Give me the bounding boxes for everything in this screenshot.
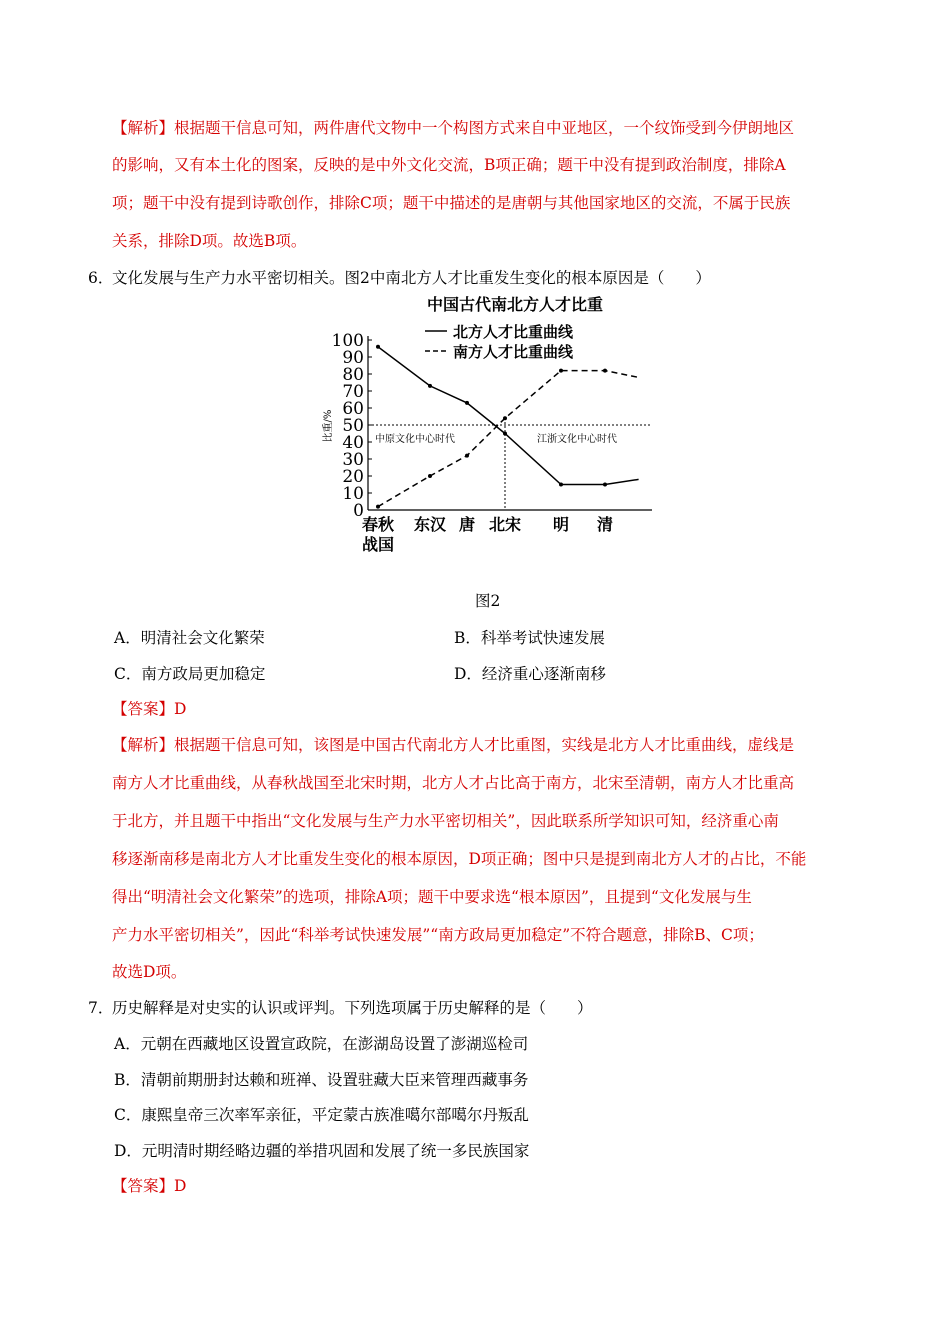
south-point: [559, 369, 563, 373]
y-tick-label: 30: [342, 450, 364, 470]
north-point: [376, 345, 380, 349]
q7-option-b[interactable]: B．清朝前期册封达赖和班禅、设置驻藏大臣来管理西藏事务: [114, 1071, 529, 1089]
south-point: [428, 474, 432, 478]
y-tick-label: 20: [342, 467, 364, 487]
analysis-q6-line-3: 于北方，并且题干中指出“文化发展与生产力水平密切相关”，因此联系所学知识可知，经济重心南: [112, 812, 779, 830]
chart-legend: [425, 323, 574, 361]
analysis-q6-line-6: 产力水平密切相关”，因此“科举考试快速发展”“南方政局更加稳定”不符合题意，排除B、C项；: [112, 926, 764, 944]
figure-caption: 图2: [475, 592, 501, 610]
analysis-q5-line-1: 【解析】根据题干信息可知，两件唐代文物中一个构图方式来自中亚地区，一个纹饰受到今伊朗地区: [112, 119, 795, 137]
q6-number: 6．: [88, 269, 114, 287]
x-tick-label: 明: [552, 515, 570, 534]
chart-title: 中国古代南北方人才比重: [426, 295, 604, 314]
south-point: [503, 416, 507, 420]
south-point: [465, 454, 469, 458]
y-tick-label: 40: [342, 433, 364, 453]
legend-north: 北方人才比重曲线: [453, 323, 574, 341]
y-tick-label: 100: [331, 331, 364, 351]
north-point: [428, 384, 432, 388]
analysis-q6-line-1: 【解析】根据题干信息可知，该图是中国古代南北方人才比重图，实线是北方人才比重曲线，虚线是: [112, 736, 795, 754]
analysis-q6-line-5: 得出“明清社会文化繁荣”的选项，排除A项；题干中要求选“根本原因”，且提到“文化发展与生: [112, 888, 752, 906]
q6-option-d[interactable]: D．经济重心逐渐南移: [454, 665, 606, 683]
y-axis-label: 比重/%: [323, 409, 334, 443]
analysis-q5-line-4: 关系，排除D项。故选B项。: [112, 232, 307, 250]
south-point: [376, 505, 380, 509]
analysis-q6-line-4: 移逐渐南移是南北方人才比重发生变化的根本原因，D项正确；图中只是提到南北方人才的占比，不能: [112, 850, 807, 868]
q7-answer: 【答案】D: [112, 1177, 187, 1195]
q7-option-d[interactable]: D．元明清时期经略边疆的举措巩固和发展了统一多民族国家: [114, 1142, 530, 1160]
north-point: [559, 483, 563, 487]
north-point: [503, 432, 507, 436]
q6-option-a[interactable]: A．明清社会文化繁荣: [114, 629, 265, 647]
q7-option-a[interactable]: A．元朝在西藏地区设置宣政院，在澎湖岛设置了澎湖巡检司: [114, 1035, 529, 1053]
y-tick-label: 90: [342, 348, 364, 368]
y-tick-label: 50: [342, 416, 364, 436]
x-tick-label: 北宋: [488, 515, 522, 534]
south-point: [603, 369, 607, 373]
legend-south: 南方人才比重曲线: [453, 343, 574, 361]
x-tick-label: 唐: [458, 515, 476, 534]
q7-option-c[interactable]: C．康熙皇帝三次率军亲征，平定蒙古族准噶尔部噶尔丹叛乱: [114, 1106, 529, 1124]
analysis-q6-line-7: 故选D项。: [112, 963, 187, 981]
x-tick-label: 东汉: [413, 515, 447, 534]
x-tick-label: 战国: [361, 535, 395, 554]
north-point: [603, 483, 607, 487]
y-tick-label: 0: [353, 501, 364, 521]
north-point: [465, 401, 469, 405]
analysis-q5-line-3: 项；题干中没有提到诗歌创作，排除C项；题干中描述的是唐朝与其他国家地区的交流，不属于民族: [112, 194, 791, 212]
analysis-q5-line-2: 的影响，又有本土化的图案，反映的是中外文化交流，B项正确；题干中没有提到政治制度，排除A: [112, 156, 786, 174]
y-tick-label: 70: [342, 382, 364, 402]
q7-stem: 历史解释是对史实的认识或评判。下列选项属于历史解释的是（ ）: [112, 999, 593, 1017]
y-tick-label: 80: [342, 365, 364, 385]
y-tick-label: 60: [342, 399, 364, 419]
q6-option-b[interactable]: B．科举考试快速发展: [454, 629, 605, 647]
y-tick-label: 10: [342, 484, 364, 504]
analysis-q6-line-2: 南方人才比重曲线，从春秋战国至北宋时期，北方人才占比高于南方，北宋至清朝，南方人才比重高: [112, 774, 795, 792]
x-tick-label: 清: [596, 515, 614, 534]
annotation-central-plains: 中原文化中心时代: [375, 434, 455, 445]
q6-option-c[interactable]: C．南方政局更加稳定: [114, 665, 266, 683]
x-tick-label: 春秋: [361, 515, 395, 534]
chart-marks: [368, 345, 652, 510]
q6-stem: 文化发展与生产力水平密切相关。图2中南北方人才比重发生变化的根本原因是（ ）: [112, 269, 711, 287]
annotation-jiangzhe: 江浙文化中心时代: [537, 434, 617, 445]
q6-answer: 【答案】D: [112, 700, 187, 718]
q7-number: 7．: [88, 999, 114, 1017]
talent-ratio-chart: [315, 293, 665, 563]
